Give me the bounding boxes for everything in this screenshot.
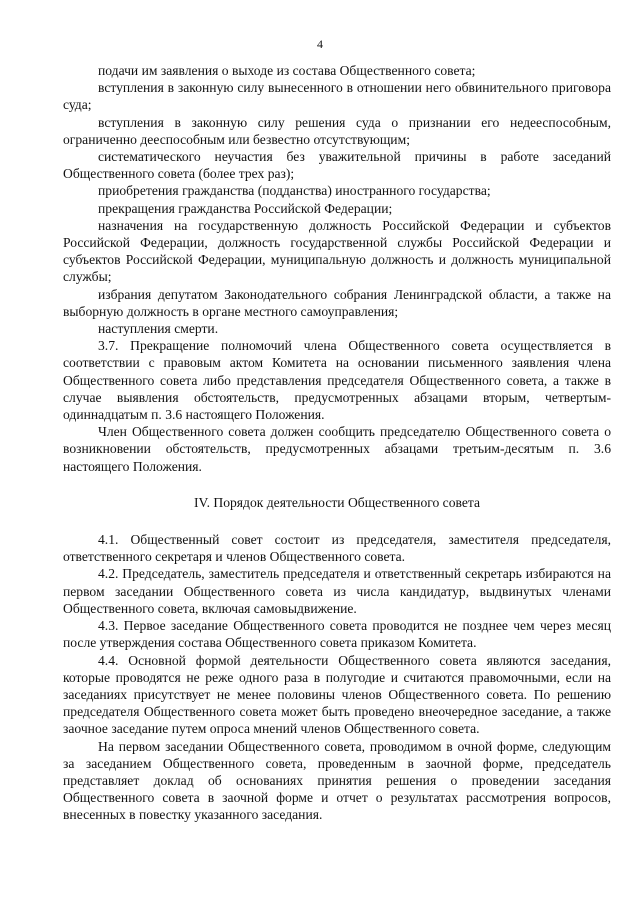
paragraph: вступления в законную силу решения суда о признании его недееспособным, ограниченно дееспособным или безвестно отсутствующим;	[63, 114, 611, 147]
section-heading: IV. Порядок деятельности Общественного совета	[193, 494, 481, 510]
paragraph: 3.7. Прекращение полномочий члена Общественного совета осуществляется в соответствии с правовым актом Комитета на основании письменного заявления члена Общественного совета либо представления председателя Общественного совета, а также в случае выявления обстоятельств, предусмотренных абзацами вторым, четвертым-одиннадцатым п. 3.6 настоящего Положения.	[63, 338, 611, 423]
paragraph: приобретения гражданства (подданства) иностранного государства;	[98, 183, 491, 199]
page-number: 4	[317, 37, 323, 51]
paragraph: вступления в законную силу вынесенного в отношении него обвинительного приговора суда;	[63, 80, 611, 113]
paragraph: назначения на государственную должность Российской Федерации и субъектов Российской Федерации, должность государственной службы Российской Федерации и субъектов Российской Федерации, муниципальную должность и должность муниципальной службы;	[63, 217, 611, 285]
paragraph: избрания депутатом Законодательного собрания Ленинградской области, а также на выборную должность в органе местного самоуправления;	[63, 286, 611, 319]
paragraph: наступления смерти.	[98, 321, 219, 337]
paragraph: прекращения гражданства Российской Федерации;	[98, 200, 393, 216]
paragraph: 4.4. Основной формой деятельности Общественного совета являются заседания, которые проводятся не реже одного раза в полугодие и считаются правомочными, если на заседаниях присутствует не менее половины членов Общественного совета. По решению председателя Общественного совета может быть проведено внеочередное заседание, а также заочное заседание путем опроса мнений членов Общественного совета.	[63, 652, 611, 737]
paragraph: систематического неучастия без уважительной причины в работе заседаний Общественного совета (более трех раз);	[63, 149, 611, 182]
paragraph: На первом заседании Общественного совета, проводимом в очной форме, следующим за заседанием Общественного совета, проведенным в заочной форме, председатель представляет доклад об основаниях принятия решения о проведении заседания Общественного совета в заочной форме и отчет о результатах рассмотрения вопросов, внесенных в повестку указанного заседания.	[63, 738, 611, 823]
paragraph: подачи им заявления о выходе из состава Общественного совета;	[98, 63, 476, 78]
paragraph: 4.1. Общественный совет состоит из председателя, заместителя председателя, ответственного секретаря и членов Общественного совета.	[63, 532, 611, 565]
paragraph: 4.3. Первое заседание Общественного совета проводится не позднее чем через месяц после утверждения состава Общественного совета приказом Комитета.	[63, 618, 611, 651]
paragraph: 4.2. Председатель, заместитель председателя и ответственный секретарь избираются на первом заседании Общественного совета из числа кандидатур, выдвинутых членами Общественного совета, включая самовыдвижение.	[63, 566, 611, 616]
paragraph: Член Общественного совета должен сообщить председателю Общественного совета о возникновении обстоятельств, предусмотренных абзацами третьим-десятым п. 3.6 настоящего Положения.	[63, 424, 611, 474]
document-body	[63, 62, 611, 824]
